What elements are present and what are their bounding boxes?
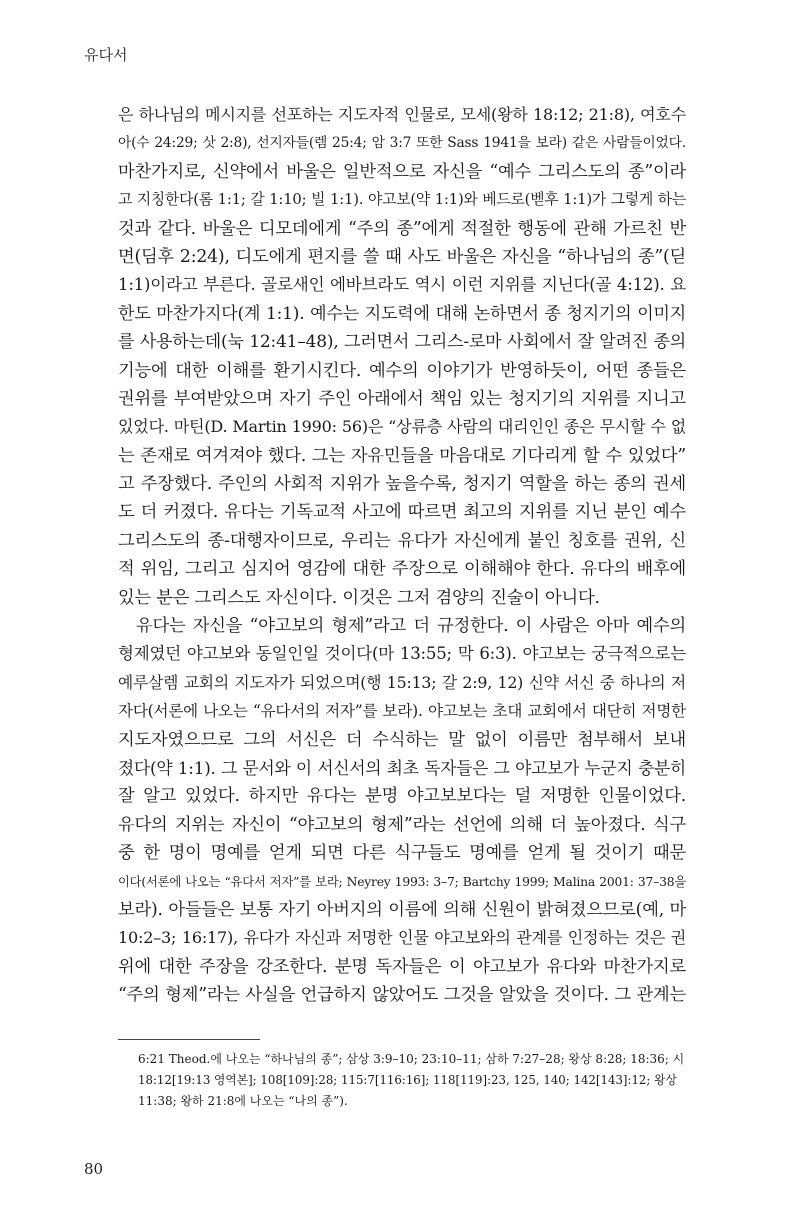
body-line: 중 한 명이 명예를 얻게 되면 다른 식구들도 명예를 얻게 될 것이기 때문 <box>118 843 686 864</box>
body-line: 를 사용하는데(눅 12:41–48), 그러면서 그리스-로마 사회에서 잘 알려진 종의 <box>118 332 686 353</box>
body-line: 형제였던 야고보와 동일인일 것이다(마 13:55; 막 6:3). 야고보는 궁극적으로는 <box>118 644 686 664</box>
paragraph-start-line: 유다는 자신을 “야고보의 형제”라고 더 규정한다. 이 사람은 아마 예수의 <box>136 616 686 637</box>
body-line: 졌다(약 1:1). 그 문서와 이 서신서의 최초 독자들은 그 야고보가 누군지 충분히 <box>118 757 686 778</box>
body-line: “주의 형제”라는 사실을 언급하지 않았어도 그것을 알았을 것이다. 그 관계는 <box>118 985 686 1006</box>
footnote-line: 18:12[19:13 영역본]; 108[109]:28; 115:7[116:16]; 118[119]:23, 125, 140; 142[143]:12; 왕상 <box>138 1073 677 1087</box>
body-line: 아(수 24:29; 삿 2:8), 선지자들(렘 25:4; 암 3:7 또한 Sass 1941을 보라) 같은 사람들이었다. <box>118 135 686 152</box>
body-line: 은 하나님의 메시지를 선포하는 지도자적 인물로, 모세(왕하 18:12; 21:8), 여호수 <box>118 105 686 124</box>
footnote-line: 6:21 Theod.에 나오는 “하나님의 종”; 삼상 3:9–10; 23:10–11; 삼하 7:27–28; 왕상 8:28; 18:36; 시 <box>138 1052 685 1066</box>
body-line: 유다의 지위는 자신이 “야고보의 형제”라는 선언에 의해 더 높아졌다. 식구 <box>118 814 686 835</box>
body-line: 보라). 아들들은 보통 자기 아버지의 이름에 의해 신원이 밝혀졌으므로(예, 마 <box>118 899 686 920</box>
body-line: 자다(서론에 나오는 “유다서의 저자”를 보라). 야고보는 초대 교회에서 대단히 저명한 <box>118 702 686 721</box>
body-line: 기능에 대한 이해를 환기시킨다. 예수의 이야기가 반영하듯이, 어떤 종들은 <box>118 360 686 381</box>
body-line: 도 더 커졌다. 유다는 기독교적 사고에 따르면 최고의 지위를 지닌 분인 예수 <box>118 502 686 523</box>
body-line: 있는 분은 그리스도 자신이다. 이것은 그저 겸양의 진술이 아니다. <box>118 587 600 608</box>
body-line: 예루살렘 교회의 지도자가 되었으며(행 15:13; 갈 2:9, 12) 신약 서신 중 하나의 저 <box>118 672 686 692</box>
body-line: 적 위임, 그리고 심지어 영감에 대한 주장으로 이해해야 한다. 유다의 배후에 <box>118 559 686 580</box>
body-line: 10:2–3; 16:17), 유다가 자신과 저명한 인물 야고보와의 관계를 인정하는 것은 권 <box>118 928 686 948</box>
body-line: 것과 같다. 바울은 디모데에게 “주의 종”에게 적절한 행동에 관해 가르친 반 <box>118 218 686 239</box>
body-line: 1:1)이라고 부른다. 골로새인 에바브라도 역시 이런 지위를 지닌다(골 4:12). 요 <box>118 275 686 295</box>
body-line: 는 존재로 여겨져야 했다. 그는 자유민들을 마음대로 기다리게 할 수 있었다” <box>118 445 686 466</box>
body-text <box>118 101 686 1010</box>
body-line: 지도자였으므로 그의 서신은 더 수식하는 말 없이 이름만 첨부해서 보내 <box>118 729 686 750</box>
footnote-line: 11:38; 왕하 21:8에 나오는 “나의 종”). <box>138 1094 348 1108</box>
body-line: 권위를 부여받았으며 자기 주인 아래에서 책임 있는 청지기의 지위를 지니고 <box>118 388 686 409</box>
body-line: 한도 마찬가지다(계 1:1). 예수는 지도력에 대해 논하면서 종 청지기의 이미지 <box>118 303 686 324</box>
body-line: 고 지칭한다(롬 1:1; 갈 1:10; 빌 1:1). 야고보(약 1:1)와 베드로(벧후 1:1)가 그렇게 하는 <box>118 191 686 209</box>
body-line: 고 주장했다. 주인의 사회적 지위가 높을수록, 청지기 역할을 하는 종의 권세 <box>118 474 686 495</box>
body-line: 이다(서론에 나오는 “유다서 저자”를 보라; Neyrey 1993: 3–7; Bartchy 1999; Malina 2001: 37–38을 <box>118 874 686 889</box>
body-line: 있었다. 마틴(D. Martin 1990: 56)은 “상류층 사람의 대리인인 종은 무시할 수 없 <box>118 417 686 437</box>
body-line: 면(딤후 2:24), 디도에게 편지를 쓸 때 사도 바울은 자신을 “하나님의 종”(딛 <box>118 246 686 267</box>
running-head: 유다서 <box>84 46 128 64</box>
body-line: 그리스도의 종-대행자이므로, 우리는 유다가 자신에게 붙인 칭호를 권위, 신 <box>118 530 686 551</box>
page-number: 80 <box>84 1160 104 1178</box>
footnote-divider <box>118 1039 260 1040</box>
body-line: 위에 대한 주장을 강조한다. 분명 독자들은 이 야고보가 유다와 마찬가지로 <box>118 956 686 977</box>
footnote <box>118 1049 686 1112</box>
body-line: 마찬가지로, 신약에서 바울은 일반적으로 자신을 “예수 그리스도의 종”이라 <box>118 161 686 182</box>
body-line: 잘 알고 있었다. 하지만 유다는 분명 야고보보다는 덜 저명한 인물이었다. <box>118 786 686 807</box>
